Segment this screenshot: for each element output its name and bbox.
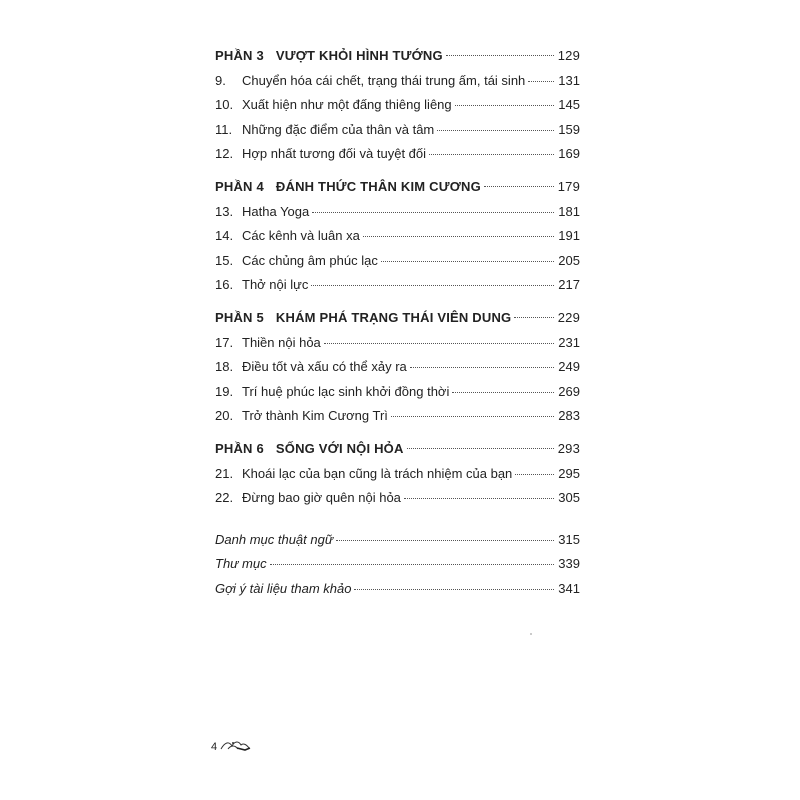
part-label: PHẦN 3: [215, 48, 264, 63]
chapter-entry[interactable]: [215, 146, 580, 171]
page-number: 231: [558, 334, 580, 350]
chapter-entry[interactable]: [215, 408, 580, 433]
dot-leader: [404, 498, 554, 499]
page-number: 217: [558, 277, 580, 293]
dot-leader: [324, 343, 555, 344]
chapter-title: Những đặc điểm của thân và tâm: [242, 121, 435, 137]
chapter-entry[interactable]: [215, 277, 580, 302]
dot-leader: [410, 367, 555, 368]
chapter-number: 15.: [215, 252, 234, 268]
page-number: 293: [557, 440, 580, 456]
chapter-entry[interactable]: [215, 73, 580, 98]
chapter-title: Hợp nhất tương đối và tuyệt đối: [242, 146, 427, 162]
footer-page-number: 4: [211, 740, 218, 753]
page-number: 129: [557, 48, 580, 63]
dot-leader: [407, 448, 554, 449]
dot-leader: [391, 416, 554, 417]
chapter-title: Hatha Yoga: [242, 203, 310, 219]
part-label: PHẦN 4: [215, 178, 264, 194]
chapter-number: 18.: [215, 359, 234, 375]
page-number: 145: [558, 97, 580, 113]
chapter-entry[interactable]: [215, 122, 580, 147]
appendix-title: Thư mục: [215, 556, 267, 572]
chapter-title: Điều tốt và xấu có thể xảy ra: [242, 359, 407, 375]
dot-leader: [354, 589, 554, 590]
dot-leader: [429, 154, 554, 155]
table-of-contents: [215, 48, 580, 605]
chapter-entry[interactable]: [215, 466, 580, 491]
chapter-title: Xuất hiện như một đấng thiêng liêng: [242, 97, 452, 113]
dot-leader: [381, 261, 554, 262]
page-number: 205: [558, 252, 580, 268]
chapter-number: 14.: [215, 228, 234, 244]
dot-leader: [311, 285, 554, 286]
dot-leader: [446, 55, 554, 56]
lotus-ornament-icon: [217, 738, 253, 755]
page-number: 179: [557, 178, 580, 194]
part-heading[interactable]: [215, 441, 580, 466]
chapter-title: Thiền nội hỏa: [242, 334, 321, 350]
page-number: 191: [558, 228, 580, 244]
page-number: 249: [558, 359, 580, 375]
page-number: 269: [558, 383, 580, 399]
part-heading[interactable]: [215, 48, 580, 73]
appendix-entry[interactable]: [215, 581, 580, 606]
chapter-number: 19.: [215, 383, 234, 399]
dot-leader: [270, 564, 555, 565]
part-label: PHẦN 5: [215, 309, 264, 325]
chapter-number: 22.: [215, 490, 234, 506]
part-title: SỐNG VỚI NỘI HỎA: [275, 440, 404, 456]
chapter-title: Các kênh và luân xa: [242, 228, 360, 244]
chapter-entry[interactable]: [215, 490, 580, 515]
page-number: 229: [557, 309, 580, 325]
dot-leader: [336, 540, 554, 541]
chapter-title: Khoái lạc của bạn cũng là trách nhiệm của bạn: [242, 465, 513, 481]
appendix-title: Gợi ý tài liệu tham khảo: [215, 580, 352, 596]
chapter-number: 9.: [215, 72, 226, 88]
part-title: ĐÁNH THỨC THÂN KIM CƯƠNG: [275, 178, 481, 194]
page-number: 341: [558, 580, 580, 596]
chapter-number: 10.: [215, 97, 234, 113]
dot-leader: [484, 186, 554, 187]
chapter-title: Các chủng âm phúc lạc: [242, 252, 378, 268]
chapter-entry[interactable]: [215, 228, 580, 253]
chapter-number: 11.: [215, 121, 233, 137]
chapter-title: Thở nội lực: [242, 277, 309, 293]
page-number: 283: [558, 408, 580, 424]
dot-leader: [452, 392, 554, 393]
chapter-number: 21.: [215, 465, 234, 481]
appendix-entry[interactable]: [215, 532, 580, 557]
dot-leader: [437, 130, 554, 131]
page-number: 181: [558, 203, 580, 219]
appendix-title: Danh mục thuật ngữ: [215, 531, 334, 547]
part-title: VƯỢT KHỎI HÌNH TƯỚNG: [275, 48, 443, 63]
chapter-entry[interactable]: [215, 384, 580, 409]
dot-leader: [514, 317, 553, 318]
part-heading[interactable]: [215, 179, 580, 204]
dot-leader: [515, 474, 554, 475]
page-number: 131: [558, 72, 580, 88]
dot-leader: [363, 236, 555, 237]
part-title: KHÁM PHÁ TRẠNG THÁI VIÊN DUNG: [275, 309, 512, 325]
chapter-title: Trở thành Kim Cương Trì: [242, 408, 388, 424]
stray-mark: [530, 633, 532, 635]
part-label: PHẦN 6: [215, 440, 264, 456]
dot-leader: [455, 105, 555, 106]
chapter-number: 17.: [215, 334, 234, 350]
chapter-entry[interactable]: [215, 359, 580, 384]
chapter-title: Trí huệ phúc lạc sinh khởi đồng thời: [242, 383, 450, 399]
chapter-entry[interactable]: [215, 335, 580, 360]
dot-leader: [528, 81, 554, 82]
chapter-title: Đừng bao giờ quên nội hỏa: [242, 490, 401, 506]
chapter-number: 12.: [215, 146, 234, 162]
chapter-entry[interactable]: [215, 97, 580, 122]
page-footer: [211, 738, 253, 755]
chapter-number: 20.: [215, 408, 234, 424]
page-number: 295: [558, 465, 580, 481]
page-number: 169: [558, 146, 580, 162]
chapter-title: Chuyển hóa cái chết, trạng thái trung ấm, tái sinh: [242, 72, 526, 88]
chapter-number: 16.: [215, 277, 234, 293]
dot-leader: [312, 212, 554, 213]
chapter-entry[interactable]: [215, 253, 580, 278]
chapter-number: 13.: [215, 203, 234, 219]
part-heading[interactable]: [215, 310, 580, 335]
page-number: 339: [558, 556, 580, 572]
page-number: 315: [558, 531, 580, 547]
appendix-entry[interactable]: [215, 556, 580, 581]
page-number: 159: [558, 121, 580, 137]
page-number: 305: [558, 490, 580, 506]
chapter-entry[interactable]: [215, 204, 580, 229]
